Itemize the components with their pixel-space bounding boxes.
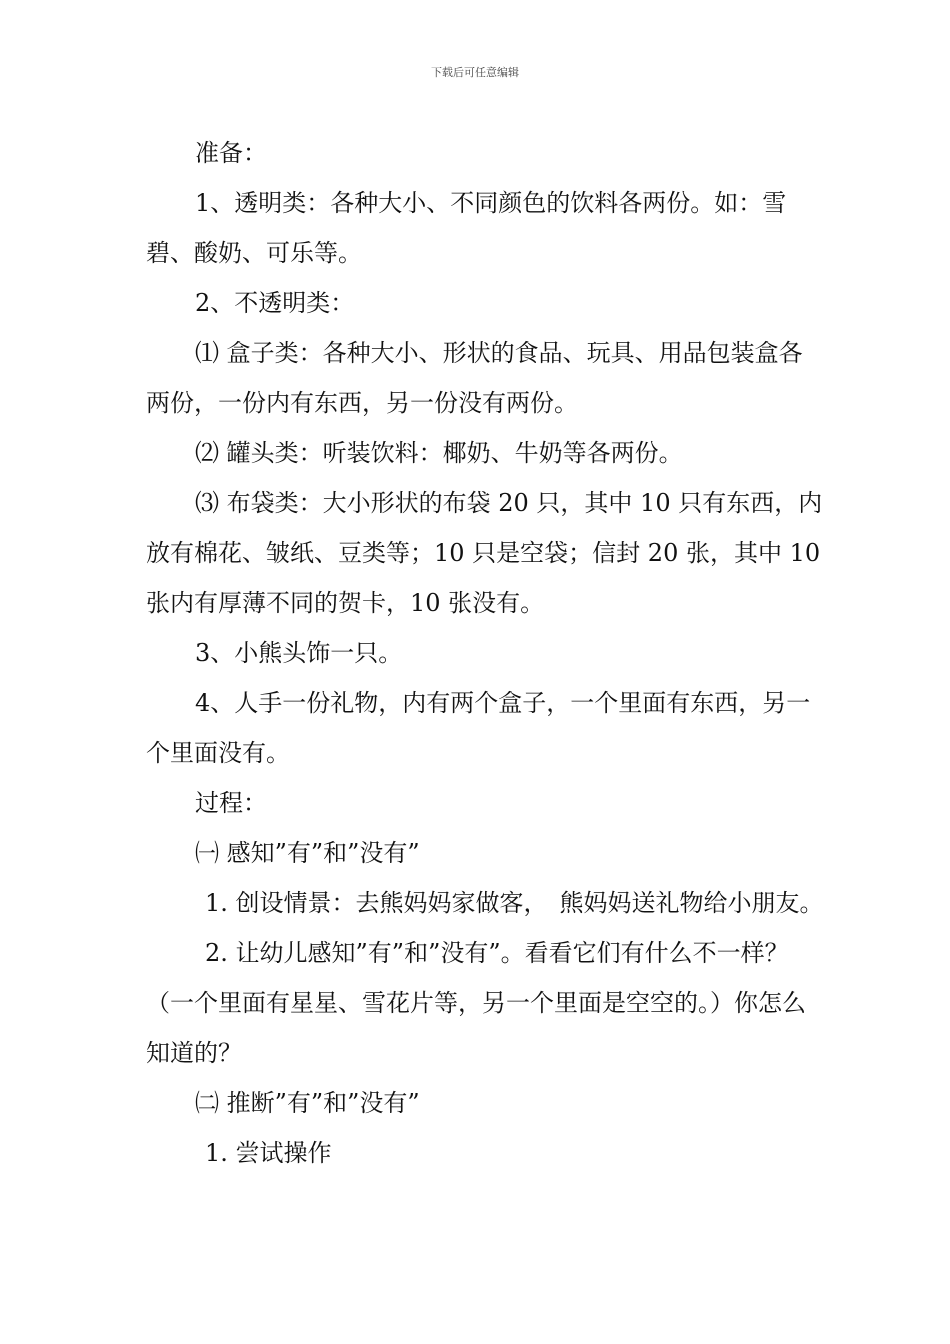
paragraph-boxes: ⑴ 盒子类：各种大小、形状的食品、玩具、用品包装盒各两份，一份内有东西，另一份没有两份。 [146, 339, 803, 417]
section-perceive: ㈠ 感知”有”和”没有” [195, 839, 420, 867]
paragraph-gifts: 4、人手一份礼物，内有两个盒子，一个里面有东西，另一个里面没有。 [146, 689, 811, 767]
paragraph-perceive: 2. 让幼儿感知”有”和”没有”。看看它们有什么不一样？（一个里面有星星、雪花片等，另一个里面是空空的。）你怎么知道的？ [146, 939, 806, 1067]
document-body [146, 128, 826, 1178]
heading-preparation: 准备： [195, 139, 267, 167]
paragraph-try: 1. 尝试操作 [205, 1139, 332, 1167]
paragraph-bear-headwear: 3、小熊头饰一只。 [195, 639, 403, 667]
paragraph-opaque: 2、不透明类： [195, 289, 355, 317]
heading-process: 过程： [195, 789, 267, 817]
paragraph-cans: ⑵ 罐头类：听装饮料：椰奶、牛奶等各两份。 [195, 439, 683, 467]
page-header-note: 下载后可任意编辑 [431, 66, 519, 79]
section-infer: ㈡ 推断”有”和”没有” [195, 1089, 420, 1117]
paragraph-cloth-bags: ⑶ 布袋类：大小形状的布袋 20 只，其中 10 只有东西，内放有棉花、皱纸、豆类等；10 只是空袋；信封 20 张，其中 10 张内有厚薄不同的贺卡，10 张没有。 [146, 489, 823, 617]
paragraph-transparent: 1、透明类：各种大小、不同颜色的饮料各两份。如：雪碧、酸奶、可乐等。 [146, 189, 787, 267]
paragraph-scenario: 1. 创设情景：去熊妈妈家做客， 熊妈妈送礼物给小朋友。 [205, 889, 824, 917]
